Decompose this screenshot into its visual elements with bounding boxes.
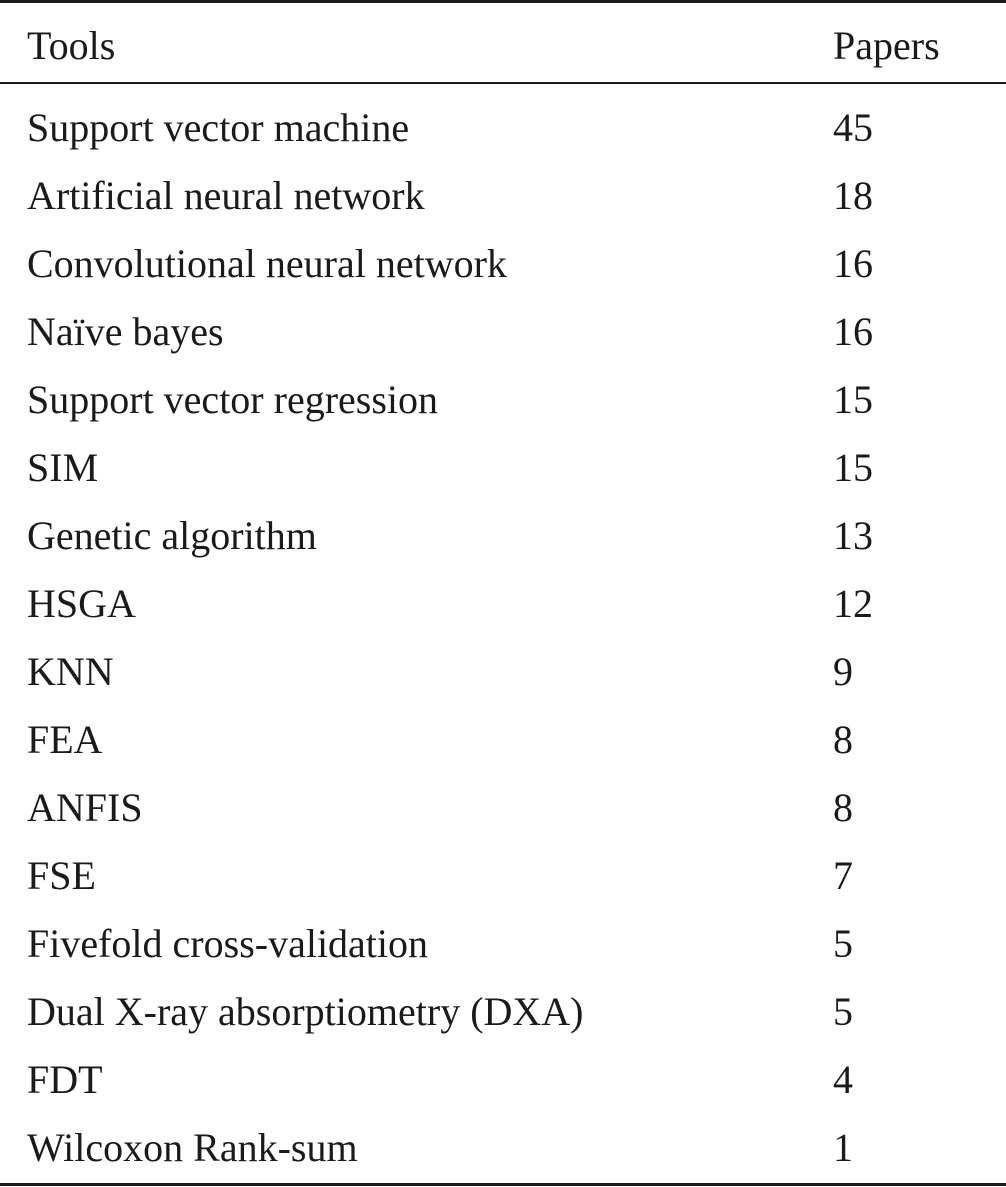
papers-count-cell: 15 bbox=[833, 445, 873, 490]
tool-name-cell: FDT bbox=[27, 1057, 103, 1102]
papers-count-cell: 18 bbox=[833, 173, 873, 218]
tool-name-cell: Naïve bayes bbox=[27, 309, 224, 354]
papers-count-cell: 5 bbox=[833, 921, 853, 966]
papers-count-cell: 8 bbox=[833, 717, 853, 762]
papers-count-cell: 15 bbox=[833, 377, 873, 422]
papers-count-cell: 16 bbox=[833, 241, 873, 286]
tool-name-cell: Artificial neural network bbox=[27, 173, 425, 218]
table-bottom-rule bbox=[0, 1183, 1006, 1186]
papers-count-cell: 16 bbox=[833, 309, 873, 354]
tool-name-cell: Support vector machine bbox=[27, 105, 410, 150]
papers-count-cell: 7 bbox=[833, 853, 853, 898]
tool-name-cell: FSE bbox=[27, 853, 96, 898]
papers-count-cell: 5 bbox=[833, 989, 853, 1034]
papers-count-cell: 45 bbox=[833, 105, 873, 150]
header-tools: Tools bbox=[27, 23, 116, 68]
papers-count-cell: 8 bbox=[833, 785, 853, 830]
papers-count-cell: 1 bbox=[833, 1125, 853, 1170]
tool-name-cell: Fivefold cross-validation bbox=[27, 921, 429, 966]
tool-name-cell: Support vector regression bbox=[27, 377, 439, 422]
table-top-rule bbox=[0, 0, 1006, 3]
papers-count-cell: 9 bbox=[833, 649, 853, 694]
tool-name-cell: FEA bbox=[27, 717, 103, 762]
papers-count-cell: 13 bbox=[833, 513, 873, 558]
tool-name-cell: ANFIS bbox=[27, 785, 143, 830]
tool-name-cell: HSGA bbox=[27, 581, 136, 626]
papers-count-cell: 12 bbox=[833, 581, 873, 626]
tool-name-cell: Genetic algorithm bbox=[27, 513, 317, 558]
tool-name-cell: Wilcoxon Rank-sum bbox=[27, 1125, 358, 1170]
papers-count-cell: 4 bbox=[833, 1057, 853, 1102]
tool-name-cell: KNN bbox=[27, 649, 114, 694]
header-papers: Papers bbox=[833, 23, 940, 68]
tool-name-cell: SIM bbox=[27, 445, 99, 490]
tool-name-cell: Convolutional neural network bbox=[27, 241, 507, 286]
table-header-rule bbox=[0, 82, 1006, 84]
tool-name-cell: Dual X-ray absorptiometry (DXA) bbox=[27, 989, 584, 1034]
